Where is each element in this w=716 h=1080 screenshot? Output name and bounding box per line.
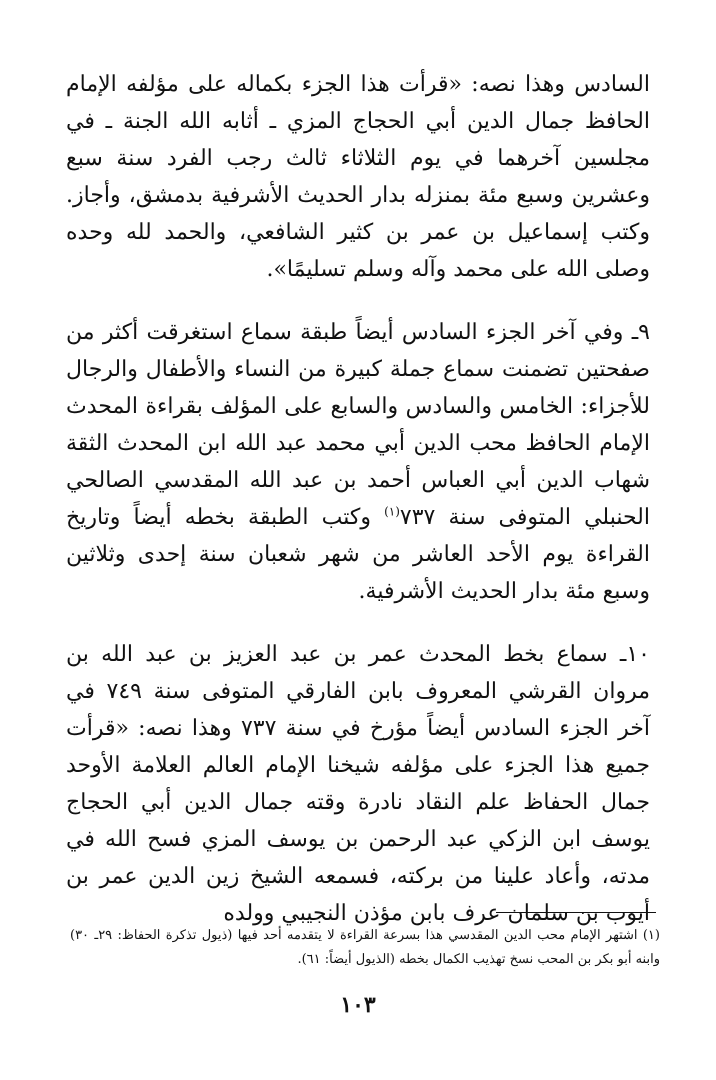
footnote-1: (١) اشتهر الإمام محب الدين المقدسي هذا بسرعة القراءة لا يتقدمه أحد فيها (ذيول تذكرة الحفاظ: ٢٩ـ ٣٠) وابنه أبو بكر بن المحب نسخ تهذيب الكمال بخطه (الذيول أيضاً: ٦١). xyxy=(70,928,660,967)
page-body xyxy=(66,66,650,932)
footnotes xyxy=(70,924,660,972)
page-number: ١٠٣ xyxy=(340,992,376,1018)
paragraph-1: السادس وهذا نصه: «قرأت هذا الجزء بكماله على مؤلفه الإمام الحافظ جمال الدين أبي الحجاج المزي ـ أثابه الله الجنة ـ في مجلسين آخرهما في يوم الثلاثاء ثالث رجب الفرد سنة سبع وعشرين وسبع مئة بمنزله بدار الحديث الأشرفية بدمشق، وأجاز. وكتب إسماعيل بن عمر بن كثير الشافعي، والحمد لله وحده وصلى الله على محمد وآله وسلم تسليمًا». xyxy=(66,72,650,282)
paragraph-2-main: ٩ـ وفي آخر الجزء السادس أيضاً طبقة سماع استغرقت أكثر من صفحتين تضمنت سماع جملة كبيرة من النساء والأطفال والرجال للأجزاء: الخامس والسادس والسابع على المؤلف بقراءة المحدث الإمام الحافظ محب الدين أبي محمد عبد الله ابن المحدث الثقة شهاب الدين أبي العباس أحمد بن عبد الله المقدسي الصالحي الحنبلي المتوفى سنة ٧٣٧ xyxy=(66,320,650,530)
paragraph-2-end: وكتب الطبقة بخطه أيضاً وتاريخ القراءة يوم الأحد العاشر من شهر شعبان سنة إحدى وثلاثين وسبع مئة بدار الحديث الأشرفية. xyxy=(66,505,650,604)
footnote-reference: (١) xyxy=(384,504,400,519)
paragraph-2 xyxy=(66,314,650,610)
footnote-divider xyxy=(496,912,656,913)
paragraph-3: ١٠ـ سماع بخط المحدث عمر بن عبد العزيز بن عبد الله بن مروان القرشي المعروف بابن الفارقي المتوفى سنة ٧٤٩ في آخر الجزء السادس أيضاً مؤرخ في سنة ٧٣٧ وهذا نصه: «قرأت جميع هذا الجزء على مؤلفه شيخنا الإمام العالم العلامة الأوحد جمال الحفاظ علم النقاد نادرة وقته جمال الدين أبي الحجاج يوسف ابن الزكي عبد الرحمن بن يوسف المزي فسح الله في مدته، وأعاد علينا من بركته، فسمعه الشيخ زين الدين عمر بن أيوب بن سلمان عرف بابن مؤذن النجيبي وولده xyxy=(66,642,650,926)
